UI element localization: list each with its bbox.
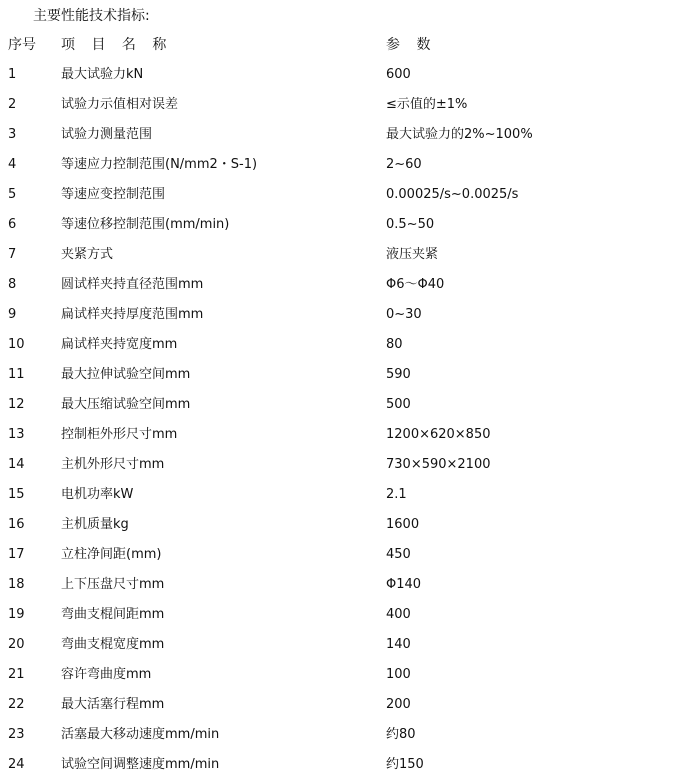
row-no: 4 (8, 157, 17, 172)
row-value: Φ6～Φ40 (386, 277, 445, 292)
row-value: 1200×620×850 (386, 427, 491, 442)
table-row (0, 240, 687, 270)
row-item: 弯曲支棍间距mm (61, 607, 165, 622)
row-no: 16 (8, 517, 25, 532)
row-no: 10 (8, 337, 25, 352)
row-no: 6 (8, 217, 17, 232)
row-value: 约150 (386, 757, 424, 772)
row-no: 21 (8, 667, 25, 682)
row-no: 18 (8, 577, 25, 592)
row-value: 2~60 (386, 157, 422, 172)
row-item: 电机功率kW (61, 487, 134, 502)
row-item: 夹紧方式 (61, 247, 114, 262)
row-value: 液压夹紧 (386, 247, 439, 262)
table-row (0, 630, 687, 660)
row-no: 11 (8, 367, 25, 382)
row-value: 0~30 (386, 307, 422, 322)
row-item: 等速应变控制范围 (61, 187, 166, 202)
table-row (0, 270, 687, 300)
row-no: 20 (8, 637, 25, 652)
table-row (0, 300, 687, 330)
row-value: 0.5~50 (386, 217, 435, 232)
row-item: 试验空间调整速度mm/min (61, 757, 220, 772)
table-row (0, 720, 687, 750)
row-item: 最大试验力kN (61, 67, 144, 82)
row-value: 600 (386, 67, 411, 82)
row-value: 1600 (386, 517, 420, 532)
row-item: 等速应力控制范围(N/mm2・S-1) (61, 157, 258, 172)
row-value: ≤示值的±1% (386, 97, 468, 112)
row-value: 500 (386, 397, 411, 412)
table-row (0, 90, 687, 120)
row-no: 15 (8, 487, 25, 502)
table-row (0, 750, 687, 780)
row-item: 最大拉伸试验空间mm (61, 367, 191, 382)
row-no: 7 (8, 247, 17, 262)
row-no: 3 (8, 127, 17, 142)
table-row (0, 150, 687, 180)
row-item: 扁试样夹持厚度范围mm (61, 307, 204, 322)
header-no: 序号 (8, 37, 36, 53)
row-item: 扁试样夹持宽度mm (61, 337, 178, 352)
row-no: 1 (8, 67, 17, 82)
row-value: 450 (386, 547, 411, 562)
table-row (0, 690, 687, 720)
row-no: 2 (8, 97, 17, 112)
row-value: 100 (386, 667, 411, 682)
row-no: 17 (8, 547, 25, 562)
table-row (0, 600, 687, 630)
table-row (0, 540, 687, 570)
table-body (0, 60, 687, 780)
row-item: 主机质量kg (61, 517, 129, 532)
table-row (0, 210, 687, 240)
table-row (0, 660, 687, 690)
row-no: 9 (8, 307, 17, 322)
section-heading: 主要性能技术指标: (33, 8, 150, 24)
row-item: 控制柜外形尺寸mm (61, 427, 178, 442)
row-no: 22 (8, 697, 25, 712)
table-row (0, 120, 687, 150)
row-value: 2.1 (386, 487, 407, 502)
header-item: 项 目 名 称 (61, 37, 173, 53)
row-value: 80 (386, 337, 403, 352)
row-value: 400 (386, 607, 411, 622)
table-row (0, 360, 687, 390)
table-row (0, 510, 687, 540)
row-item: 等速位移控制范围(mm/min) (61, 217, 230, 232)
spec-table (0, 30, 687, 780)
row-no: 14 (8, 457, 25, 472)
row-item: 立柱净间距(mm) (61, 547, 162, 562)
table-row (0, 420, 687, 450)
row-item: 弯曲支棍宽度mm (61, 637, 165, 652)
table-row (0, 570, 687, 600)
table-row (0, 180, 687, 210)
row-item: 最大活塞行程mm (61, 697, 165, 712)
row-value: 约80 (386, 727, 416, 742)
table-row (0, 480, 687, 510)
table-header-row (0, 30, 687, 60)
row-item: 试验力测量范围 (61, 127, 153, 142)
row-item: 圆试样夹持直径范围mm (61, 277, 204, 292)
row-value: 140 (386, 637, 411, 652)
row-item: 主机外形尺寸mm (61, 457, 165, 472)
row-value: 最大试验力的2%~100% (386, 127, 533, 142)
row-item: 活塞最大移动速度mm/min (61, 727, 220, 742)
row-item: 试验力示值相对误差 (61, 97, 179, 112)
row-value: 730×590×2100 (386, 457, 491, 472)
row-value: 200 (386, 697, 411, 712)
row-no: 13 (8, 427, 25, 442)
header-value: 参 数 (386, 37, 437, 53)
row-value: Φ140 (386, 577, 422, 592)
row-item: 上下压盘尺寸mm (61, 577, 165, 592)
table-row (0, 390, 687, 420)
row-value: 0.00025/s~0.0025/s (386, 187, 519, 202)
table-row (0, 450, 687, 480)
row-no: 12 (8, 397, 25, 412)
table-row (0, 60, 687, 90)
row-no: 5 (8, 187, 17, 202)
row-no: 24 (8, 757, 25, 772)
row-no: 8 (8, 277, 17, 292)
row-no: 23 (8, 727, 25, 742)
row-value: 590 (386, 367, 411, 382)
row-no: 19 (8, 607, 25, 622)
row-item: 容许弯曲度mm (61, 667, 152, 682)
row-item: 最大压缩试验空间mm (61, 397, 191, 412)
table-row (0, 330, 687, 360)
